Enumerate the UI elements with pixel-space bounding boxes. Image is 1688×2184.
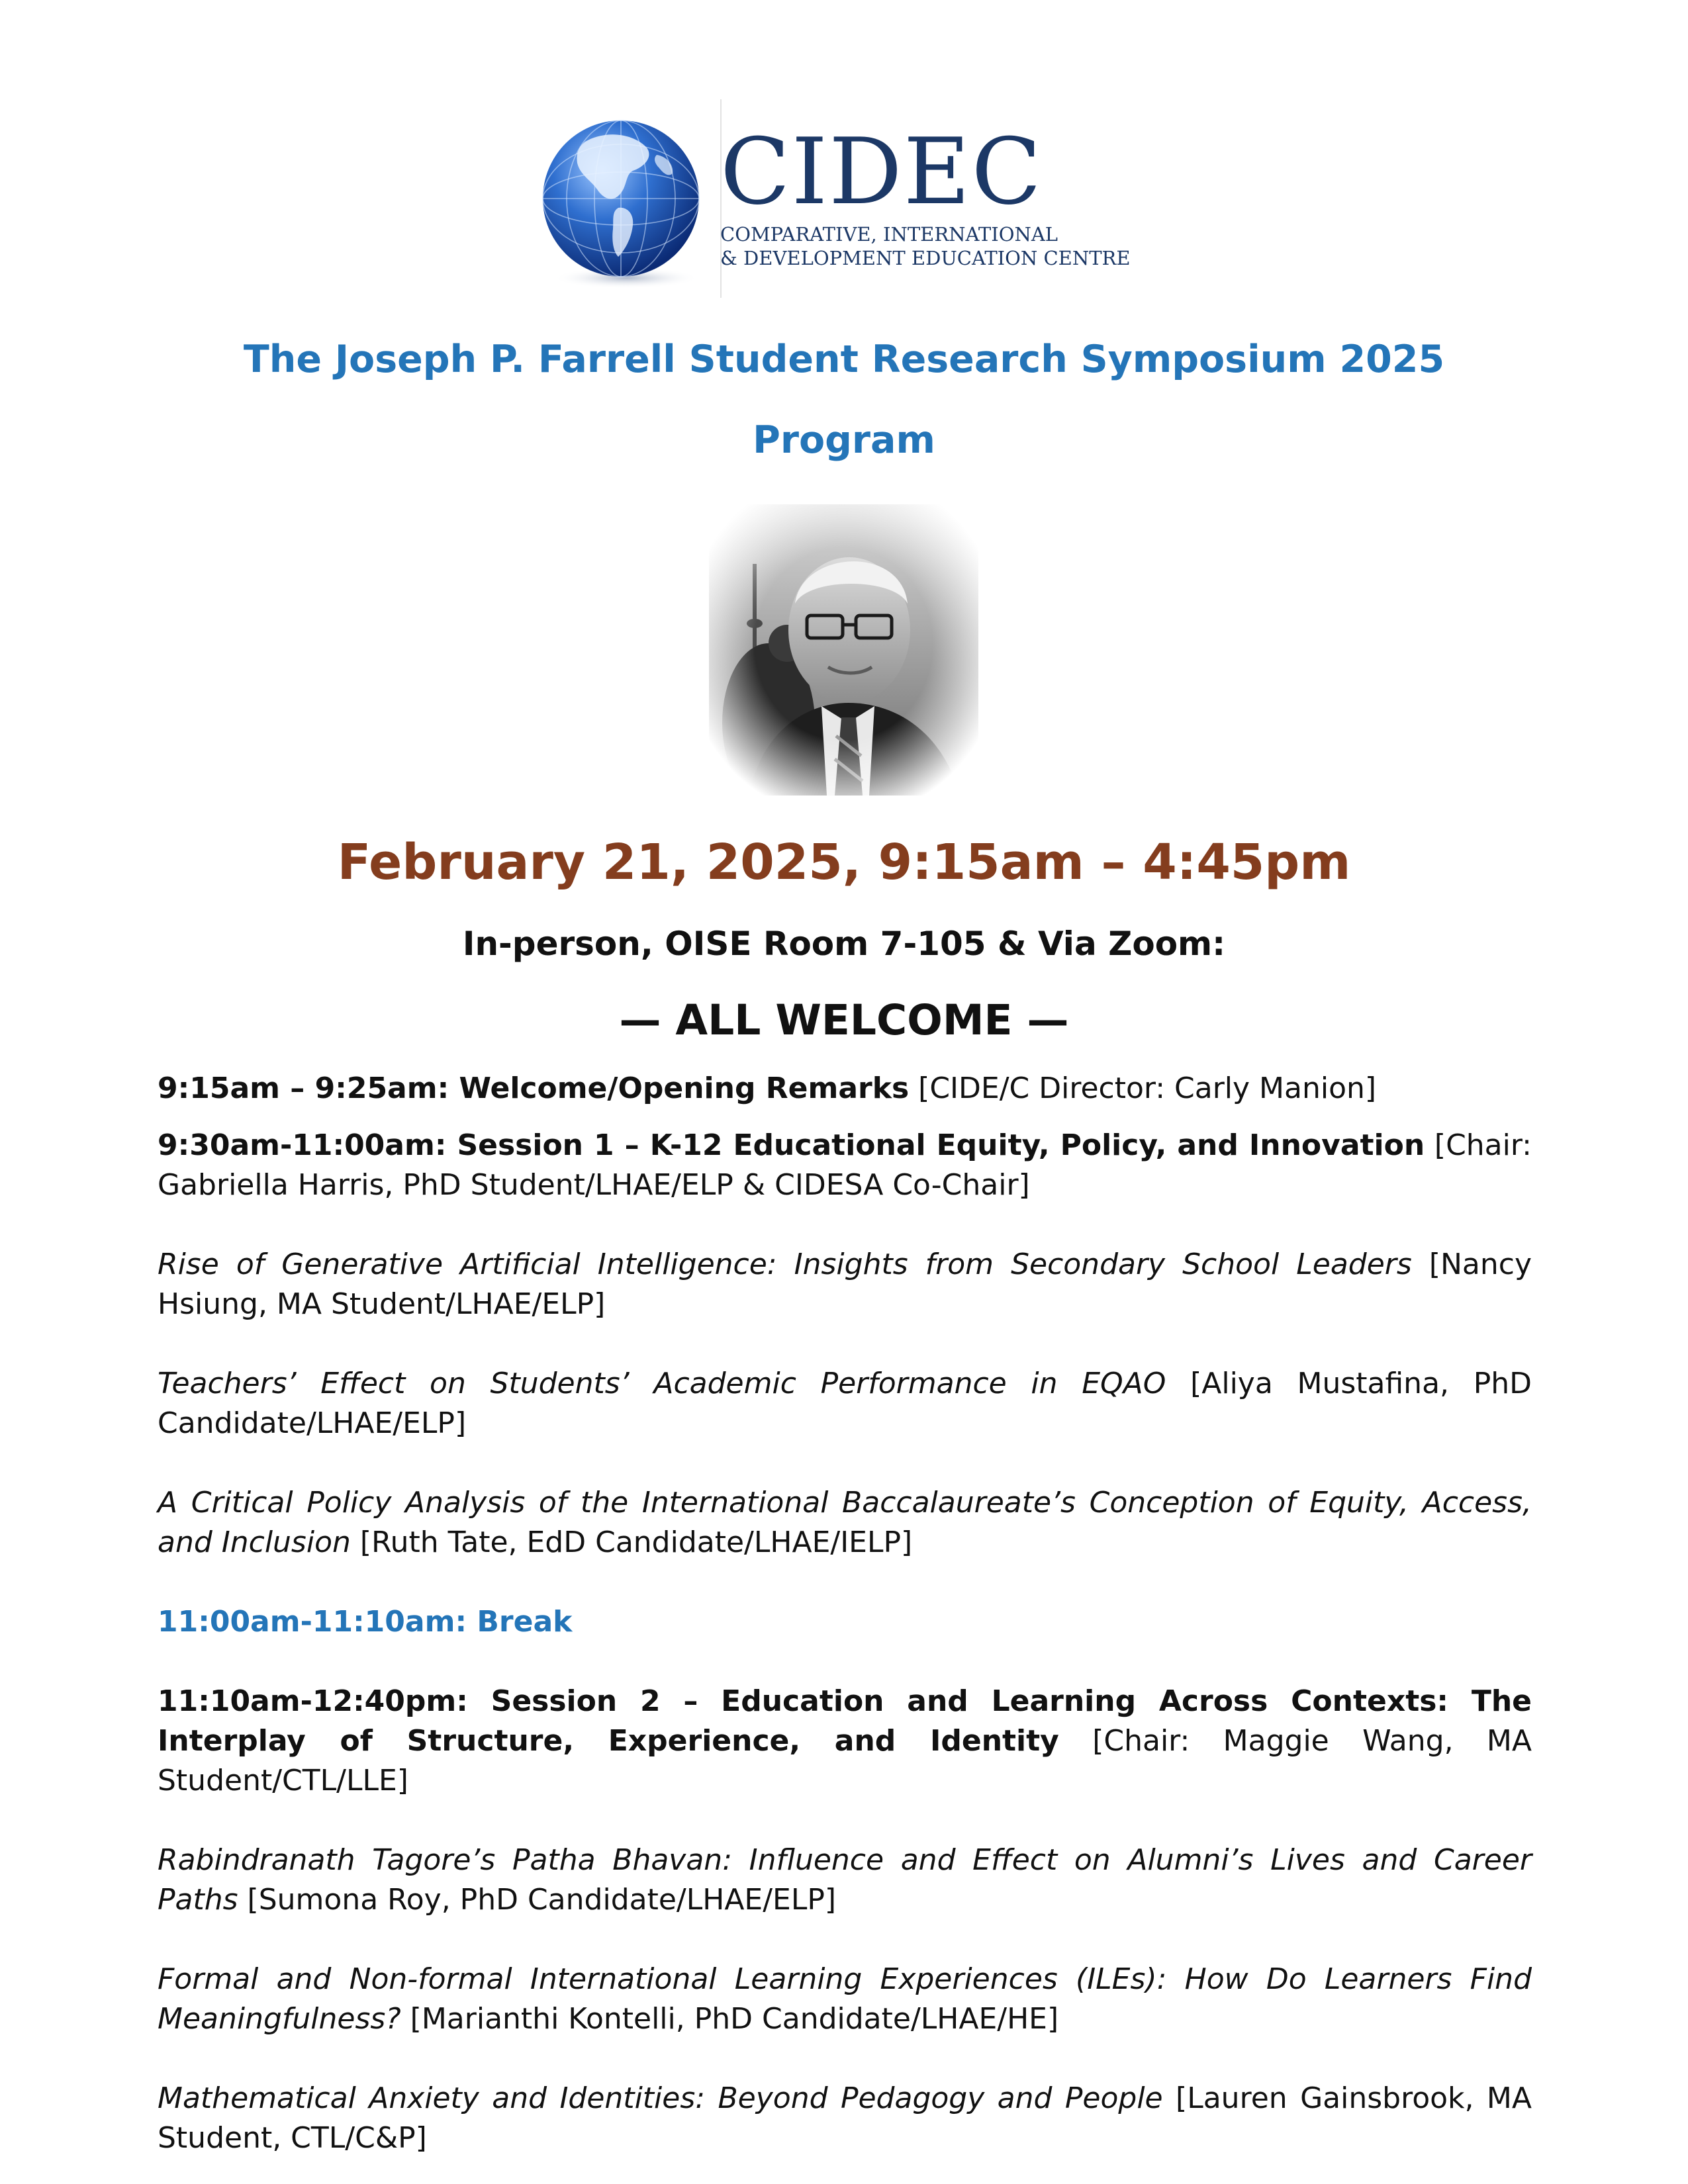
- session-1-time-title: 9:30am-11:00am: Session 1 – K-12 Educational Equity, Policy, and Innovation: [158, 1128, 1425, 1162]
- session-1-chair: [Chair: Gabriella Harris, PhD Student/LHAE/ELP & CIDESA Co-Chair]: [158, 1128, 1532, 1202]
- break-entry: 11:00am-11:10am: Break: [158, 1605, 573, 1639]
- brand-subtitle-line2: & DEVELOPMENT EDUCATION CENTRE: [720, 247, 1131, 269]
- talk-presenter: [Nancy Hsiung, MA Student/LHAE/ELP]: [158, 1248, 1532, 1321]
- brand-name: CIDEC: [720, 118, 1043, 225]
- talk-title: A Critical Policy Analysis of the International Baccalaureate’s Conception of Equity, Access, and Inclusion: [158, 1486, 1532, 1559]
- session-2-time-title: 11:10am-12:40pm: Session 2 – Education and Learning Across Contexts: The Interplay of Structure, Experience, and Identity: [158, 1684, 1532, 1758]
- event-date-time: February 21, 2025, 9:15am – 4:45pm: [337, 834, 1351, 891]
- logo-text: [720, 118, 1131, 270]
- talk-title: Teachers’ Effect on Students’ Academic Performance in EQAO: [158, 1367, 1166, 1400]
- program-heading: Program: [753, 418, 935, 462]
- cidec-logo: [510, 99, 1131, 298]
- all-welcome-banner: — ALL WELCOME —: [619, 996, 1069, 1044]
- talk-presenter: [Aliya Mustafina, PhD Candidate/LHAE/ELP]: [158, 1367, 1532, 1440]
- talk-presenter: [Sumona Roy, PhD Candidate/LHAE/ELP]: [238, 1883, 837, 1917]
- program-list: [158, 1069, 1532, 2158]
- session-1-header: [158, 1126, 1532, 1205]
- talk-presenter: [Lauren Gainsbrook, MA Student, CTL/C&P]: [158, 2081, 1532, 2155]
- talk-title: Rabindranath Tagore’s Patha Bhavan: Influence and Effect on Alumni’s Lives and Career Paths: [158, 1843, 1532, 1917]
- talk-title: Rise of Generative Artificial Intelligence: Insights from Secondary School Leaders: [158, 1248, 1412, 1281]
- opening-time-title: 9:15am – 9:25am: Welcome/Opening Remarks: [158, 1071, 910, 1105]
- talk-presenter: [Ruth Tate, EdD Candidate/LHAE/IELP]: [350, 1525, 913, 1559]
- talk-item: [158, 1245, 1532, 1324]
- talk-item: [158, 1483, 1532, 1563]
- event-venue: In-person, OISE Room 7-105 & Via Zoom:: [462, 925, 1226, 963]
- brand-subtitle-line1: COMPARATIVE, INTERNATIONAL: [720, 223, 1058, 246]
- portrait-photo: [709, 504, 978, 796]
- opening-detail: [CIDE/C Director: Carly Manion]: [909, 1071, 1377, 1105]
- talk-item: [158, 1364, 1532, 1443]
- globe-icon: [534, 115, 708, 290]
- session-2-header: [158, 1682, 1532, 1801]
- talk-item: [158, 1960, 1532, 2039]
- talk-item: [158, 1841, 1532, 1920]
- talk-item: [158, 2079, 1532, 2158]
- opening-remarks: [158, 1069, 1532, 1109]
- talk-title: Mathematical Anxiety and Identities: Beyond Pedagogy and People: [158, 2081, 1163, 2115]
- talk-presenter: [Marianthi Kontelli, PhD Candidate/LHAE/HE]: [400, 2002, 1059, 2036]
- symposium-title: The Joseph P. Farrell Student Research Symposium 2025: [243, 338, 1445, 381]
- session-2-chair: [Chair: Maggie Wang, MA Student/CTL/LLE]: [158, 1724, 1532, 1797]
- talk-title: Formal and Non-formal International Learning Experiences (ILEs): How Do Learners Find Meaningfulness?: [158, 1962, 1532, 2036]
